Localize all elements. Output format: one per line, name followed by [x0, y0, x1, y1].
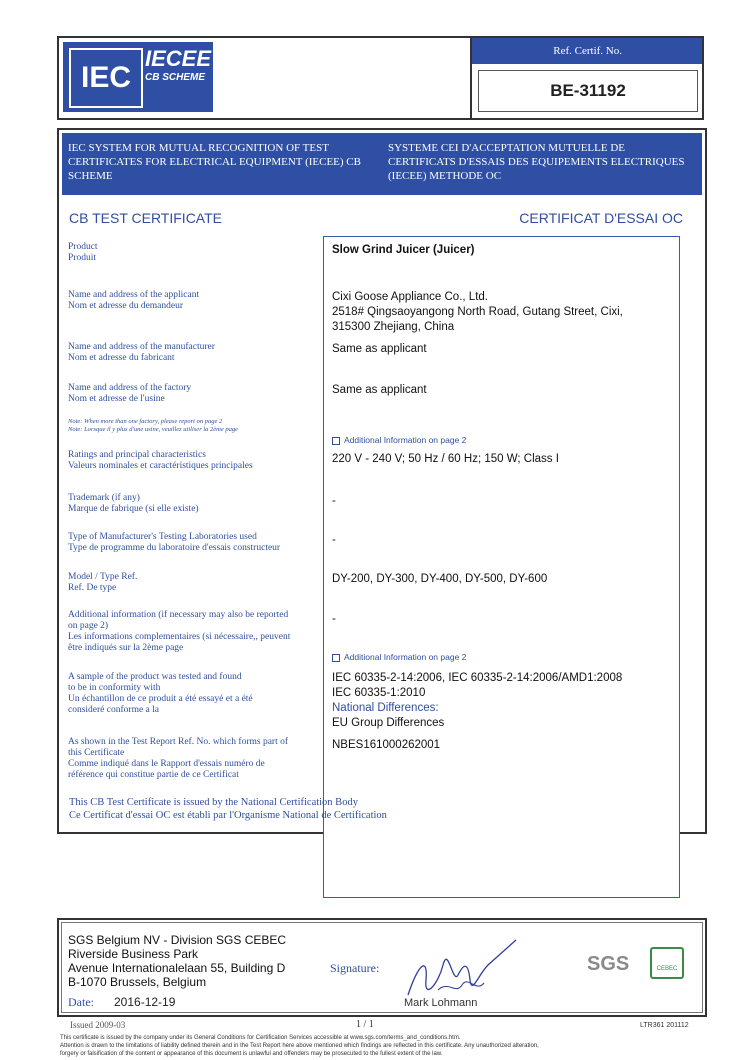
- cb-scheme-logo-text: CB SCHEME: [145, 72, 206, 83]
- manufacturer-label-en: Name and address of the manufacturer: [68, 342, 215, 352]
- logo-box: [57, 36, 472, 120]
- ratings-label-en: Ratings and principal characteristics: [68, 450, 206, 460]
- product-value: Slow Grind Juicer (Juicer): [332, 244, 475, 256]
- date-label: Date:: [68, 995, 94, 1009]
- report-label-line1: As shown in the Test Report Ref. No. which forms part of: [68, 737, 289, 747]
- factory-label: [68, 383, 318, 405]
- additional-info-checkbox-2[interactable]: [332, 652, 466, 662]
- sample-label-line3: Un échantillon de ce produit a été essayé et a été: [68, 694, 253, 704]
- band-left-text: IEC SYSTEM FOR MUTUAL RECOGNITION OF TEST CERTIFICATES FOR ELECTRICAL EQUIPMENT (IECEE) CB SCHEME: [68, 142, 361, 182]
- cebec-logo: [650, 947, 684, 979]
- ratings-label: [68, 450, 318, 472]
- standard-line2: IEC 60335-1:2010: [332, 687, 426, 699]
- additional-info-value: -: [332, 613, 336, 625]
- issued-by-fr: Ce Certificat d'essai OC est établi par l'Organisme National de Certification: [69, 810, 387, 821]
- additional-info-label-2: Additional Information on page 2: [344, 652, 467, 662]
- issued-by-note: [69, 796, 469, 822]
- sample-label-line2: to be in conformity with: [68, 683, 161, 693]
- ref-value: BE-31192: [478, 70, 698, 112]
- testing-lab-label: [68, 532, 328, 554]
- certificate-frame: [57, 128, 707, 834]
- manufacturer-value: Same as applicant: [332, 343, 427, 355]
- iecee-logo-text: IECEE: [145, 46, 212, 71]
- footer-disclaimer: [60, 1034, 720, 1058]
- checkbox-icon[interactable]: [332, 654, 340, 662]
- ref-label-text: Ref. Certif. No.: [553, 45, 622, 57]
- trademark-value: -: [332, 495, 336, 507]
- band-right-text: SYSTEME CEI D'ACCEPTATION MUTUELLE DE CERTIFICATS D'ESSAIS DES EQUIPEMENTS ELECTRIQUES (IECEE) METHODE OC: [388, 142, 685, 182]
- factory-value: Same as applicant: [332, 384, 427, 396]
- trademark-label-en: Trademark (if any): [68, 493, 140, 503]
- ref-certificate-box: [470, 36, 704, 120]
- date-value: 2016-12-19: [114, 995, 176, 1009]
- applicant-value: [332, 290, 672, 335]
- applicant-label-fr: Nom et adresse du demandeur: [68, 301, 184, 311]
- sample-label-line1: A sample of the product was tested and found: [68, 672, 242, 682]
- model-label: [68, 572, 318, 594]
- report-label-line2: this Certificate: [68, 748, 125, 758]
- trademark-label-fr: Marque de fabrique (si elle existe): [68, 504, 199, 514]
- iec-logo-background: [63, 42, 213, 112]
- report-label-line3: Comme indiqué dans le Rapport d'essais numéro de: [68, 759, 265, 769]
- test-report-label: [68, 737, 328, 781]
- issuer-line3: Avenue Internationalelaan 55, Building D: [68, 961, 286, 975]
- issued-by-en: This CB Test Certificate is issued by the National Certification Body: [69, 797, 358, 808]
- product-label-en: Product: [68, 242, 98, 252]
- issuer-line4: B-1070 Brussels, Belgium: [68, 975, 207, 989]
- signer-name: Mark Lohmann: [404, 997, 478, 1009]
- sgs-logo: SGS: [587, 953, 630, 975]
- applicant-name: Cixi Goose Appliance Co., Ltd.: [332, 291, 488, 303]
- certificate-title-en: CB TEST CERTIFICATE: [69, 210, 222, 226]
- disclaimer-line3: forgery or falsification of the content or appearance of this document is unlawful and offenders may be prosecuted to the fullest extent of the law.: [60, 1051, 443, 1057]
- product-label-fr: Produit: [68, 253, 96, 263]
- additional-label-en-line1: Additional information (if necessary may also be reported: [68, 610, 289, 620]
- signature-block: [57, 918, 707, 1017]
- iecee-logo: [145, 46, 211, 108]
- certificate-title-fr: CERTIFICAT D'ESSAI OC: [519, 210, 683, 226]
- factory-label-en: Name and address of the factory: [68, 383, 192, 393]
- issuer-address: [68, 933, 286, 989]
- ratings-value: 220 V - 240 V; 50 Hz / 60 Hz; 150 W; Class I: [332, 453, 559, 465]
- additional-label-fr-line1: Les informations complementaires (si nécessaire,, peuvent: [68, 632, 291, 642]
- applicant-label-en: Name and address of the applicant: [68, 290, 200, 300]
- additional-info-label-1: Additional Information on page 2: [344, 435, 467, 445]
- additional-info-label: [68, 610, 328, 654]
- disclaimer-line1: This certificate is issued by the company under its General Conditions for Certification Services accessible at www.sgs.com/terms_and_conditions.htm.: [60, 1035, 461, 1041]
- national-differences-label: National Differences:: [332, 702, 439, 714]
- applicant-address-line1: 2518# Qingsaoyangong North Road, Gutang Street, Cixi,: [332, 306, 623, 318]
- factory-note-en: Note: When more than one factory, please report on page 2: [68, 418, 223, 425]
- standard-line1: IEC 60335-2-14:2006, IEC 60335-2-14:2006/AMD1:2008: [332, 672, 623, 684]
- title-band: [62, 133, 702, 195]
- additional-label-en-line2: on page 2): [68, 621, 109, 631]
- national-differences-value: EU Group Differences: [332, 717, 445, 729]
- testing-lab-label-fr: Type de programme du laboratoire d'essais constructeur: [68, 543, 281, 553]
- applicant-address-line2: 315300 Zhejiang, China: [332, 321, 455, 333]
- checkbox-icon[interactable]: [332, 437, 340, 445]
- manufacturer-label-fr: Nom et adresse du fabricant: [68, 353, 175, 363]
- model-label-fr: Ref. De type: [68, 583, 117, 593]
- model-label-en: Model / Type Ref.: [68, 572, 138, 582]
- additional-label-fr-line2: être indiqués sur la 2ème page: [68, 643, 184, 653]
- ref-label: [472, 38, 702, 64]
- cebec-logo-text: CEBEC: [656, 966, 678, 972]
- issuer-line2: Riverside Business Park: [68, 947, 199, 961]
- issued-date: Issued 2009-03: [70, 1020, 126, 1030]
- iec-logo: IEC: [69, 48, 143, 108]
- issuer-line1: SGS Belgium NV - Division SGS CEBEC: [68, 933, 287, 947]
- disclaimer-line2: Attention is drawn to the limitations of liability defined therein and in the Test Report here above mentioned which findings are reflected in this certificate. Any unauthorized alteration,: [60, 1043, 539, 1049]
- factory-note: [68, 418, 318, 434]
- manufacturer-label: [68, 342, 318, 364]
- ratings-label-fr: Valeurs nominales et caractéristiques principales: [68, 461, 253, 471]
- factory-label-fr: Nom et adresse de l'usine: [68, 394, 165, 404]
- form-code: LTR361 201112: [640, 1022, 689, 1029]
- sample-label-line4: consideré conforme a la: [68, 705, 159, 715]
- page-number: 1 / 1: [356, 1019, 374, 1030]
- sample-label: [68, 672, 318, 716]
- trademark-label: [68, 493, 318, 515]
- additional-info-checkbox-1[interactable]: [332, 435, 466, 445]
- sample-value: [332, 671, 672, 731]
- signature-label: Signature:: [330, 961, 380, 975]
- signature-inner-frame: [61, 922, 703, 1013]
- testing-lab-value: -: [332, 534, 336, 546]
- testing-lab-label-en: Type of Manufacturer's Testing Laboratories used: [68, 532, 257, 542]
- test-report-value: NBES161000262001: [332, 739, 441, 751]
- applicant-label: [68, 290, 318, 312]
- factory-note-fr: Note: Lorsque il y plus d'une usine, veuillez utiliser la 2ème page: [68, 426, 239, 433]
- product-label: [68, 242, 318, 264]
- model-value: DY-200, DY-300, DY-400, DY-500, DY-600: [332, 573, 548, 585]
- report-label-line4: référence qui constitue partie de ce Certificat: [68, 770, 239, 780]
